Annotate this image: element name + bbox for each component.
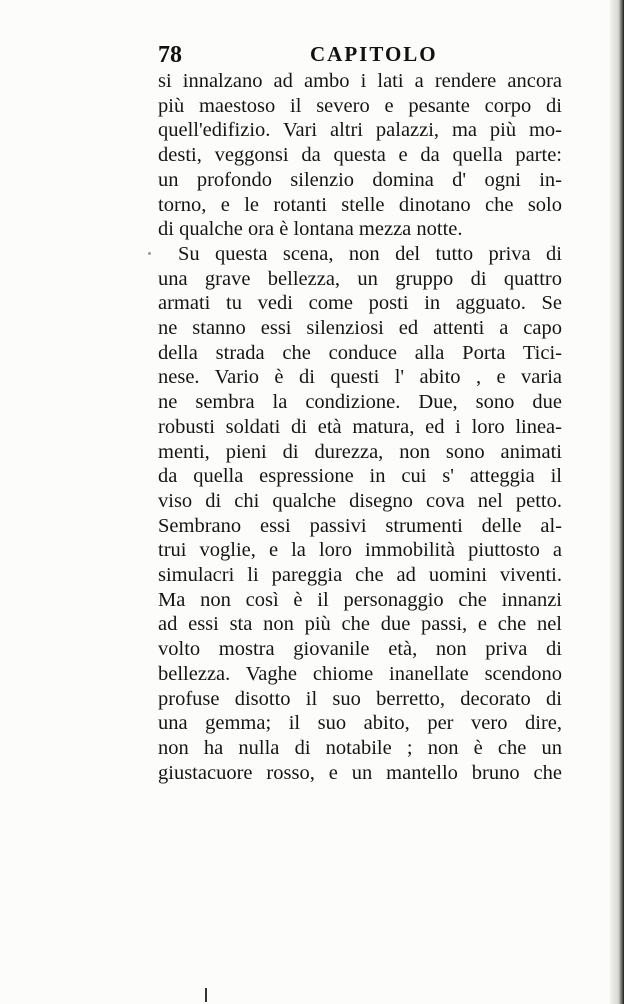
text-line: ne sembra la condizione. Due, sono due <box>158 391 562 414</box>
text-line: simulacri li pareggia che ad uomini viventi. <box>158 564 562 587</box>
text-line: un profondo silenzio domina d' ogni in- <box>158 168 562 191</box>
text-line: giustacuore rosso, e un mantello bruno che <box>158 761 562 784</box>
scan-mark <box>205 988 207 1002</box>
text-line: bellezza. Vaghe chiome inanellate scendono <box>158 662 562 685</box>
text-line: si innalzano ad ambo i lati a rendere ancora <box>158 70 562 92</box>
running-head: CAPITOLO <box>310 42 438 66</box>
text-line: nese. Vario è di questi l' abito , e varia <box>158 366 562 389</box>
text-line: ne stanno essi silenziosi ed attenti a capo <box>158 317 562 340</box>
text-line: della strada che conduce alla Porta Tici- <box>158 341 562 364</box>
text-line: da quella espressione in cui s' atteggia il <box>158 465 562 488</box>
text-line: trui voglie, e la loro immobilità piuttosto a <box>158 539 562 562</box>
text-line: menti, pieni di durezza, non sono animati <box>158 440 562 463</box>
text-line: Sembrano essi passivi strumenti delle al- <box>158 514 562 537</box>
text-line: quell'edifizio. Vari altri palazzi, ma più mo- <box>158 119 562 142</box>
text-line: volto mostra giovanile età, non priva di <box>158 638 562 661</box>
text-line: di qualche ora è lontana mezza notte. <box>158 218 463 241</box>
text-line: torno, e le rotanti stelle dinotano che solo <box>158 193 562 216</box>
page-edge-shadow <box>610 0 624 1004</box>
text-line: robusti soldati di età matura, ed i loro linea- <box>158 415 562 438</box>
page-header <box>158 42 574 72</box>
text-line: una gemma; il suo abito, per vero dire, <box>158 712 562 735</box>
text-line: profuse disotto il suo berretto, decorato di <box>158 687 562 710</box>
text-line: più maestoso il severo e pesante corpo di <box>158 94 562 117</box>
text-line: non ha nulla di notabile ; non è che un <box>158 736 562 759</box>
paragraph-mark <box>148 252 151 255</box>
text-line: ad essi sta non più che due passi, e che nel <box>158 613 562 636</box>
body-text <box>158 69 562 785</box>
text-line: desti, veggonsi da questa e da quella parte: <box>158 144 562 167</box>
text-line: Su questa scena, non del tutto priva di <box>178 242 562 265</box>
text-line: Ma non così è il personaggio che innanzi <box>158 588 562 611</box>
page-number: 78 <box>158 42 182 68</box>
text-line: viso di chi qualche disegno cova nel petto. <box>158 489 562 512</box>
text-line: armati tu vedi come posti in agguato. Se <box>158 292 562 315</box>
text-line: una grave bellezza, un gruppo di quattro <box>158 267 562 290</box>
